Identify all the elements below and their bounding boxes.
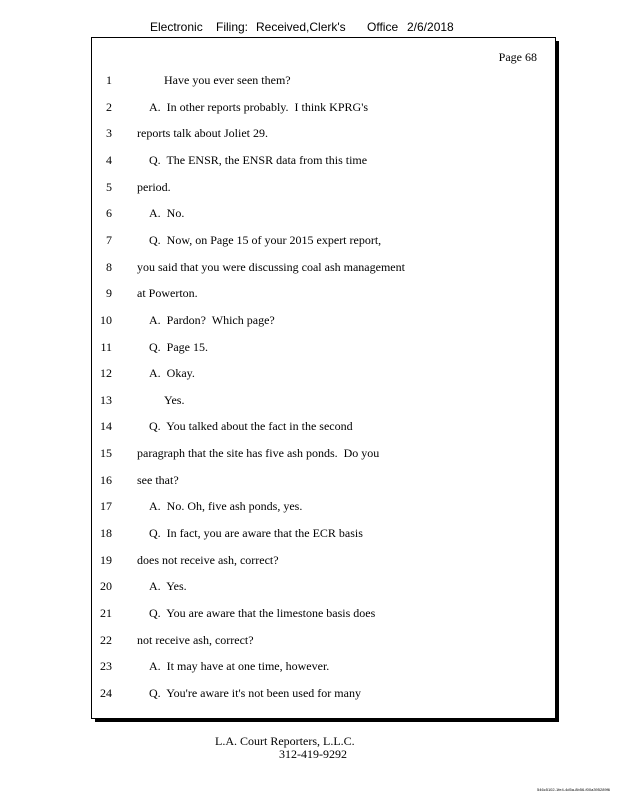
line-text: Q. You're aware it's not been used for many xyxy=(149,685,361,700)
line-number: 22 xyxy=(100,632,112,647)
line-text: see that? xyxy=(137,472,179,487)
transcript-line xyxy=(0,553,618,569)
transcript-line xyxy=(0,659,618,675)
line-text: Q. You talked about the fact in the second xyxy=(149,419,353,434)
page-frame-shadow-bottom xyxy=(95,719,559,722)
line-number: 6 xyxy=(106,206,112,221)
transcript-line xyxy=(0,526,618,542)
line-text: Q. In fact, you are aware that the ECR basis xyxy=(149,526,363,540)
line-number: 20 xyxy=(100,579,112,594)
transcript-line xyxy=(0,393,618,409)
page-number: Page 68 xyxy=(498,50,537,64)
line-number: 11 xyxy=(100,339,112,354)
transcript-line xyxy=(0,153,618,169)
transcript-line xyxy=(0,446,618,462)
line-text: Q. You are aware that the limestone basis does xyxy=(149,606,376,620)
transcript-line xyxy=(0,180,618,196)
transcript-line xyxy=(0,286,618,302)
line-text: reports talk about Joliet 29. xyxy=(137,126,268,141)
line-text: A. In other reports probably. I think KPRG's xyxy=(149,99,369,114)
line-text: period. xyxy=(137,179,171,194)
line-text: A. Yes. xyxy=(149,579,187,594)
line-number: 9 xyxy=(106,286,112,301)
line-text: Have you ever seen them? xyxy=(164,73,291,87)
transcript-line xyxy=(0,633,618,649)
line-text: A. Okay. xyxy=(149,366,195,381)
line-number: 19 xyxy=(100,552,112,567)
line-number: 21 xyxy=(100,606,112,620)
filing-stamp-word-electronic: Electronic xyxy=(150,20,203,34)
line-number: 4 xyxy=(106,152,112,167)
line-text: Q. Page 15. xyxy=(149,339,208,354)
line-number: 7 xyxy=(106,232,112,247)
line-number: 24 xyxy=(100,685,112,700)
court-reporter-phone: 312-419-9292 xyxy=(279,747,347,761)
line-text: A. No. xyxy=(149,206,185,221)
transcript-line xyxy=(0,686,618,702)
transcript-line xyxy=(0,126,618,142)
transcript-line xyxy=(0,340,618,356)
line-number: 1 xyxy=(106,73,112,87)
line-number: 18 xyxy=(100,526,112,540)
line-number: 15 xyxy=(100,446,112,461)
line-number: 10 xyxy=(100,312,112,327)
line-text: not receive ash, correct? xyxy=(137,632,254,647)
line-number: 2 xyxy=(106,99,112,114)
transcript-line xyxy=(0,419,618,435)
line-number: 23 xyxy=(100,659,112,674)
transcript-line xyxy=(0,206,618,222)
transcript-line xyxy=(0,233,618,249)
transcript-line xyxy=(0,73,618,89)
line-text: A. Pardon? Which page? xyxy=(149,312,275,327)
filing-stamp-word-filing: Filing: xyxy=(216,20,249,34)
line-number: 16 xyxy=(100,472,112,487)
transcript-line xyxy=(0,606,618,622)
court-reporter-company: L.A. Court Reporters, L.L.C. xyxy=(215,734,355,748)
line-text: at Powerton. xyxy=(137,286,198,301)
transcript-line xyxy=(0,473,618,489)
line-text: Q. The ENSR, the ENSR data from this time xyxy=(149,152,368,167)
transcript-line xyxy=(0,366,618,382)
line-text: Yes. xyxy=(164,392,185,407)
line-number: 12 xyxy=(100,366,112,381)
transcript-line xyxy=(0,313,618,329)
line-text: Q. Now, on Page 15 of your 2015 expert report, xyxy=(149,232,382,247)
line-number: 5 xyxy=(106,179,112,194)
transcript-line xyxy=(0,579,618,595)
line-text: you said that you were discussing coal ash management xyxy=(137,259,405,274)
line-text: does not receive ash, correct? xyxy=(137,552,279,567)
line-number: 3 xyxy=(106,126,112,141)
line-number: 8 xyxy=(106,259,112,274)
transcript-line xyxy=(0,100,618,116)
filing-stamp-word-office: Office xyxy=(367,20,399,34)
line-text: paragraph that the site has five ash ponds. Do you xyxy=(137,446,380,461)
filing-stamp-header xyxy=(0,20,618,36)
filing-stamp-word-received: Received,Clerk's xyxy=(256,20,346,34)
document-hash: 546c5102-1fe4-4d5a-8b56-f00a395289f6 xyxy=(537,787,610,792)
line-number: 17 xyxy=(100,499,112,514)
line-text: A. It may have at one time, however. xyxy=(149,659,330,674)
line-number: 13 xyxy=(100,392,112,407)
line-text: A. No. Oh, five ash ponds, yes. xyxy=(149,499,303,514)
transcript-line xyxy=(0,260,618,276)
transcript-line xyxy=(0,499,618,515)
line-number: 14 xyxy=(100,419,112,434)
filing-stamp-date: 2/6/2018 xyxy=(407,20,454,34)
